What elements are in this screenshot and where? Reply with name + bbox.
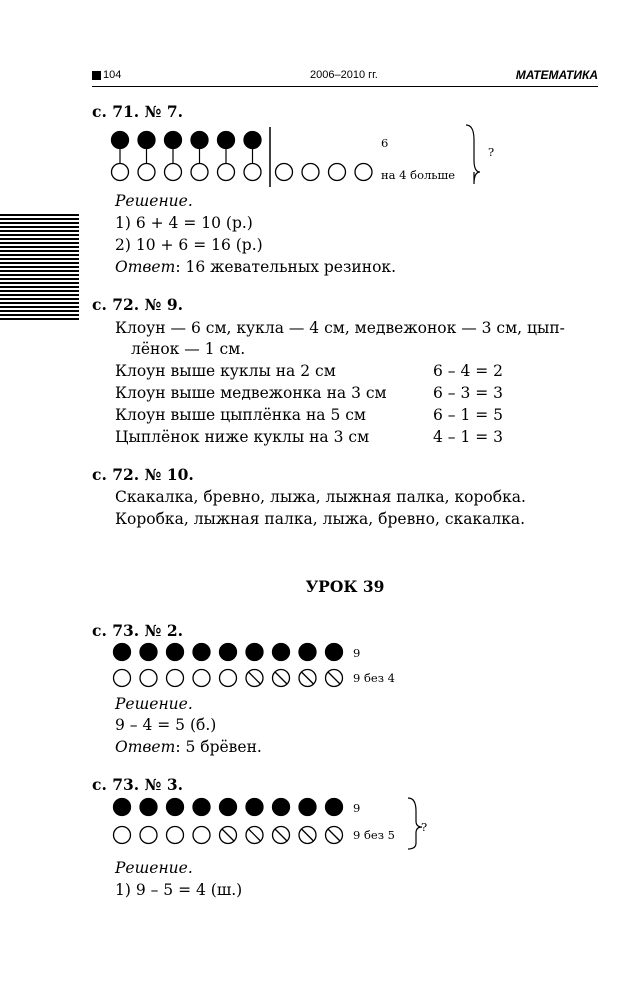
brace	[408, 798, 422, 849]
brace	[466, 125, 480, 184]
open-circle	[114, 827, 131, 844]
text-line: Коробка, лыжная палка, лыжа, бревно, скакалка.	[115, 510, 526, 528]
page-number: 104	[92, 69, 121, 81]
solution-line: 1) 6 + 4 = 10 (р.)	[115, 214, 253, 232]
open-circle	[140, 670, 157, 687]
filled-circle	[114, 799, 131, 816]
open-circle	[165, 164, 182, 181]
side-stripes-decoration	[0, 214, 79, 322]
diagram-note-bottom: 9 без 5	[353, 828, 395, 842]
comparison-expression: 6 – 3 = 3	[433, 384, 504, 402]
open-circle	[167, 827, 184, 844]
diagram-note-bottom: 9 без 4	[353, 671, 395, 685]
open-circle	[193, 827, 210, 844]
open-circle	[329, 164, 346, 181]
answer-line	[115, 738, 262, 756]
dot-diagram-2	[100, 640, 440, 692]
open-circle	[193, 670, 210, 687]
comparison-row: Цыплёнок ниже куклы на 3 см	[115, 428, 370, 446]
filled-circle	[244, 132, 261, 149]
filled-circle	[138, 132, 155, 149]
filled-circle	[140, 644, 157, 661]
filled-circle	[299, 644, 316, 661]
header-rule	[92, 86, 598, 87]
filled-circle	[193, 799, 210, 816]
comparison-row: Клоун выше цыплёнка на 5 см	[115, 406, 366, 424]
filled-circle	[167, 799, 184, 816]
filled-circle	[193, 644, 210, 661]
comparison-expression: 6 – 4 = 2	[433, 362, 504, 380]
open-circle	[355, 164, 372, 181]
diagram-note-top: 6	[381, 136, 389, 150]
comparison-expression: 6 – 1 = 5	[433, 406, 504, 424]
section-label: с. 73. № 3.	[92, 775, 184, 794]
filled-circle	[246, 799, 263, 816]
open-circle	[191, 164, 208, 181]
section-label: с. 71. № 7.	[92, 102, 184, 121]
solution-label: Решение.	[115, 192, 193, 210]
open-circle	[220, 670, 237, 687]
open-circle	[218, 164, 235, 181]
comparison-row: Клоун выше медвежонка на 3 см	[115, 384, 387, 402]
filled-circle	[273, 799, 290, 816]
solution-label: Решение.	[115, 859, 193, 877]
section-label: с. 72. № 9.	[92, 295, 184, 314]
open-circle	[302, 164, 319, 181]
answer-text: : 5 брёвен.	[175, 738, 262, 756]
open-circle	[112, 164, 129, 181]
comparison-expression: 4 – 1 = 3	[433, 428, 504, 446]
solution-line: 9 – 4 = 5 (б.)	[115, 716, 217, 734]
solution-label: Решение.	[115, 695, 193, 713]
filled-circle	[167, 644, 184, 661]
filled-circle	[220, 644, 237, 661]
text-line: Скакалка, бревно, лыжа, лыжная палка, коробка.	[115, 488, 526, 506]
filled-circle	[165, 132, 182, 149]
filled-circle	[191, 132, 208, 149]
diagram-note-top: 9	[353, 801, 361, 815]
diagram-note-top: 9	[353, 646, 361, 660]
diagram-question: ?	[421, 820, 428, 834]
section-label: с. 72. № 10.	[92, 465, 194, 484]
open-circle	[167, 670, 184, 687]
lesson-title: УРОК 39	[305, 577, 385, 596]
answer-label: Ответ	[115, 738, 176, 756]
filled-circle	[299, 799, 316, 816]
filled-circle	[114, 644, 131, 661]
square-marker-icon	[92, 71, 101, 80]
open-circle	[114, 670, 131, 687]
page-header	[92, 65, 598, 87]
dot-diagram-1	[100, 122, 520, 192]
filled-circle	[246, 644, 263, 661]
answer-text: : 16 жевательных резинок.	[175, 258, 397, 276]
solution-line: 1) 9 – 5 = 4 (ш.)	[115, 881, 243, 899]
solution-line: 2) 10 + 6 = 16 (р.)	[115, 236, 263, 254]
open-circle	[276, 164, 293, 181]
filled-circle	[273, 644, 290, 661]
section-label: с. 73. № 2.	[92, 621, 184, 640]
diagram-question: ?	[488, 145, 495, 159]
open-circle	[244, 164, 261, 181]
dot-diagram-3	[100, 795, 440, 851]
diagram-note-bottom: на 4 больше	[381, 168, 456, 182]
answer-label: Ответ	[115, 258, 176, 276]
filled-circle	[140, 799, 157, 816]
answer-line	[115, 258, 396, 276]
text-line: лёнок — 1 см.	[131, 340, 246, 358]
years-label: 2006–2010 гг.	[310, 69, 378, 81]
filled-circle	[326, 799, 343, 816]
filled-circle	[220, 799, 237, 816]
comparison-row: Клоун выше куклы на 2 см	[115, 362, 336, 380]
open-circle	[140, 827, 157, 844]
filled-circle	[326, 644, 343, 661]
subject-label: МАТЕМАТИКА	[515, 68, 598, 82]
text-line: Клоун — 6 см, кукла — 4 см, медвежонок — 3 см, цып-	[115, 319, 565, 337]
open-circle	[138, 164, 155, 181]
filled-circle	[218, 132, 235, 149]
filled-circle	[112, 132, 129, 149]
